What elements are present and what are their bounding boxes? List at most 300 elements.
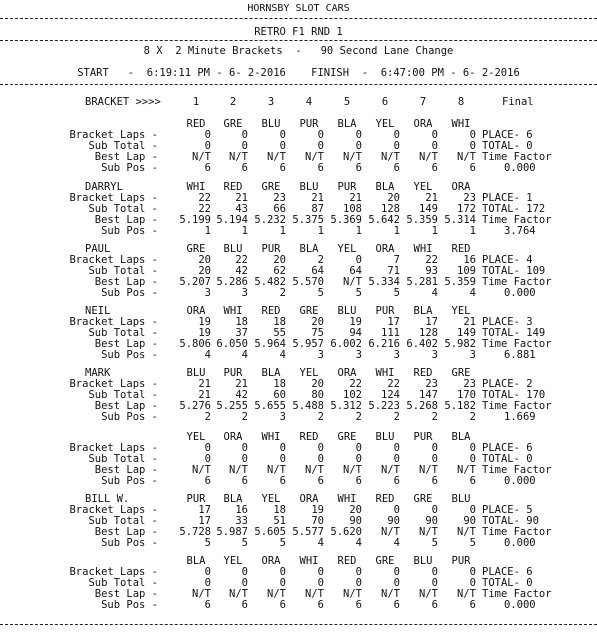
result-cell: 0 — [355, 577, 362, 589]
result-cell: 22 — [198, 192, 211, 204]
lane-color: BLU — [299, 181, 319, 193]
result-cell: 6 — [469, 162, 476, 174]
result-cell: 21 — [425, 192, 438, 204]
row-label-sub-pos: Sub Pos - — [101, 287, 158, 299]
bracket-number: 5 — [343, 96, 351, 108]
lane-color: ORA — [261, 555, 281, 567]
result-cell: 6.050 — [216, 338, 248, 350]
result-cell: 90 — [387, 515, 400, 527]
result-cell: 128 — [419, 327, 438, 339]
lane-color: RED — [186, 118, 206, 130]
result-cell: 0 — [431, 577, 438, 589]
result-cell: 21 — [198, 389, 211, 401]
result-cell: 2 — [355, 411, 362, 423]
result-cell: 170 — [457, 389, 476, 401]
row-label-sub-pos: Sub Pos - — [101, 349, 158, 361]
final-time-factor: 0.000 — [504, 162, 536, 174]
result-cell: 5.223 — [368, 400, 400, 412]
result-cell: 0 — [204, 129, 211, 141]
result-cell: N/T — [457, 526, 476, 538]
final-total: TOTAL- 90 — [482, 515, 539, 527]
row-label-sub-pos: Sub Pos - — [101, 411, 158, 423]
lane-color: YEL — [299, 367, 319, 379]
result-cell: 18 — [273, 316, 286, 328]
result-cell: 0 — [279, 140, 286, 152]
final-time-factor-label: Time Factor — [482, 276, 552, 288]
lane-color: BLA — [186, 555, 206, 567]
result-cell: 0 — [317, 442, 324, 454]
result-cell: 5.982 — [444, 338, 476, 350]
result-cell: 5.276 — [179, 400, 211, 412]
result-cell: 2 — [204, 411, 211, 423]
row-label-best-lap: Best Lap - — [94, 588, 158, 600]
result-cell: N/T — [381, 151, 400, 163]
result-cell: 1 — [393, 225, 400, 237]
result-cell: N/T — [381, 526, 400, 538]
result-cell: 0 — [469, 453, 476, 465]
result-cell: 20 — [198, 254, 211, 266]
result-cell: 5.314 — [444, 214, 476, 226]
result-cell: 42 — [235, 389, 248, 401]
result-cell: 93 — [425, 265, 438, 277]
row-label-sub-total: Sub Total - — [88, 389, 158, 401]
result-cell: 0 — [241, 129, 248, 141]
result-cell: 6 — [204, 162, 211, 174]
result-cell: 6 — [469, 599, 476, 611]
result-cell: 0 — [393, 129, 400, 141]
result-cell: 4 — [393, 537, 400, 549]
lane-color: BLU — [186, 367, 206, 379]
row-label-best-lap: Best Lap - — [94, 214, 158, 226]
result-cell: 6 — [317, 475, 324, 487]
result-cell: 20 — [311, 378, 324, 390]
lane-color: ORA — [299, 493, 319, 505]
result-cell: 5.255 — [216, 400, 248, 412]
result-cell: 17 — [425, 316, 438, 328]
lane-color: RED — [261, 305, 281, 317]
result-cell: N/T — [267, 464, 286, 476]
result-cell: 20 — [349, 504, 362, 516]
result-cell: 6 — [393, 599, 400, 611]
final-time-factor-label: Time Factor — [482, 214, 552, 226]
result-cell: 16 — [235, 504, 248, 516]
result-cell: 0 — [204, 140, 211, 152]
result-cell: 4 — [469, 287, 476, 299]
result-cell: 0 — [393, 504, 400, 516]
result-cell: 0 — [393, 140, 400, 152]
result-cell: 5 — [431, 537, 438, 549]
row-label-bracket-laps: Bracket Laps - — [69, 442, 158, 454]
lane-color: ORA — [337, 367, 357, 379]
result-cell: 6 — [355, 162, 362, 174]
result-cell: N/T — [229, 588, 248, 600]
row-label-best-lap: Best Lap - — [94, 276, 158, 288]
lane-color: BLA — [223, 493, 243, 505]
final-place: PLACE- 6 — [482, 566, 533, 578]
final-total: TOTAL- 0 — [482, 140, 533, 152]
row-label-bracket-laps: Bracket Laps - — [69, 254, 158, 266]
result-cell: 5 — [204, 537, 211, 549]
row-label-bracket-laps: Bracket Laps - — [69, 566, 158, 578]
lane-color: WHI — [451, 118, 471, 130]
result-cell: 128 — [381, 203, 400, 215]
final-time-factor-label: Time Factor — [482, 400, 552, 412]
result-cell: 2 — [317, 254, 324, 266]
result-cell: N/T — [343, 151, 362, 163]
race-format: 8 X 2 Minute Brackets - 90 Second Lane Change — [143, 45, 454, 57]
result-cell: 5.642 — [368, 214, 400, 226]
result-cell: 6 — [393, 162, 400, 174]
lane-color: YEL — [337, 243, 357, 255]
result-cell: 1 — [241, 225, 248, 237]
lane-color: GRE — [223, 118, 243, 130]
lane-color: GRE — [299, 305, 319, 317]
result-cell: 147 — [419, 389, 438, 401]
result-cell: 20 — [311, 316, 324, 328]
result-cell: 21 — [463, 316, 476, 328]
result-cell: 55 — [273, 327, 286, 339]
result-cell: 22 — [198, 203, 211, 215]
result-cell: 2 — [241, 411, 248, 423]
result-cell: 124 — [381, 389, 400, 401]
result-cell: 60 — [273, 389, 286, 401]
start-finish-times: START - 6:19:11 PM - 6- 2-2016 FINISH - 6:47:00 PM - 6- 2-2016 — [77, 67, 520, 79]
final-place: PLACE- 6 — [482, 129, 533, 141]
result-cell: 87 — [311, 203, 324, 215]
row-label-sub-pos: Sub Pos - — [101, 599, 158, 611]
row-label-sub-pos: Sub Pos - — [101, 537, 158, 549]
result-cell: N/T — [305, 151, 324, 163]
event-title: RETRO F1 RND 1 — [254, 26, 343, 38]
result-cell: N/T — [419, 464, 438, 476]
result-cell: 0 — [431, 442, 438, 454]
result-cell: 33 — [235, 515, 248, 527]
final-total: TOTAL- 172 — [482, 203, 546, 215]
row-label-sub-total: Sub Total - — [88, 140, 158, 152]
result-cell: 6 — [317, 162, 324, 174]
divider — [0, 40, 597, 41]
lane-color: BLU — [261, 118, 281, 130]
row-label-sub-total: Sub Total - — [88, 203, 158, 215]
lane-color: RED — [451, 243, 471, 255]
lane-color: RED — [375, 493, 395, 505]
result-cell: 0 — [355, 566, 362, 578]
final-time-factor-label: Time Factor — [482, 151, 552, 163]
row-label-best-lap: Best Lap - — [94, 526, 158, 538]
result-cell: 7 — [393, 254, 400, 266]
result-cell: 0 — [393, 577, 400, 589]
result-cell: 149 — [419, 203, 438, 215]
result-cell: 4 — [355, 537, 362, 549]
result-cell: 5.482 — [254, 276, 286, 288]
result-cell: N/T — [343, 588, 362, 600]
lane-color: RED — [337, 555, 357, 567]
final-total: TOTAL- 0 — [482, 577, 533, 589]
result-cell: 5.570 — [292, 276, 324, 288]
bracket-number: 4 — [305, 96, 313, 108]
result-cell: 0 — [431, 453, 438, 465]
final-time-factor: 0.000 — [504, 537, 536, 549]
result-cell: 6 — [431, 162, 438, 174]
result-cell: N/T — [457, 464, 476, 476]
result-cell: 20 — [273, 254, 286, 266]
result-cell: 5.605 — [254, 526, 286, 538]
result-cell: 6 — [241, 599, 248, 611]
result-cell: 0 — [279, 566, 286, 578]
final-time-factor: 0.000 — [504, 287, 536, 299]
result-cell: 21 — [235, 378, 248, 390]
result-cell: 5.577 — [292, 526, 324, 538]
result-cell: 62 — [273, 265, 286, 277]
lane-color: RED — [299, 431, 319, 443]
result-cell: 5.334 — [368, 276, 400, 288]
final-time-factor-label: Time Factor — [482, 464, 552, 476]
lane-color: YEL — [413, 181, 433, 193]
result-cell: 16 — [463, 254, 476, 266]
bracket-number: 8 — [457, 96, 465, 108]
result-cell: 0 — [393, 442, 400, 454]
result-cell: 6 — [204, 599, 211, 611]
row-label-sub-pos: Sub Pos - — [101, 162, 158, 174]
lane-color: ORA — [223, 431, 243, 443]
final-time-factor-label: Time Factor — [482, 338, 552, 350]
result-cell: 6.002 — [330, 338, 362, 350]
result-cell: 19 — [198, 316, 211, 328]
result-cell: 5.207 — [179, 276, 211, 288]
lane-color: GRE — [451, 367, 471, 379]
lane-color: BLA — [337, 118, 357, 130]
result-cell: 0 — [279, 453, 286, 465]
lane-color: GRE — [337, 431, 357, 443]
result-cell: 3 — [431, 349, 438, 361]
result-cell: 6 — [279, 162, 286, 174]
result-cell: 109 — [457, 265, 476, 277]
row-label-sub-pos: Sub Pos - — [101, 225, 158, 237]
row-label-bracket-laps: Bracket Laps - — [69, 192, 158, 204]
lane-color: WHI — [186, 181, 206, 193]
lane-color: WHI — [337, 493, 357, 505]
result-cell: 5 — [241, 537, 248, 549]
bracket-number: 6 — [381, 96, 389, 108]
result-cell: 5 — [469, 537, 476, 549]
final-place: PLACE- 1 — [482, 192, 533, 204]
result-cell: 2 — [431, 411, 438, 423]
finish-time: 6:47:00 PM - 6- 2-2016 — [380, 67, 520, 79]
row-label-bracket-laps: Bracket Laps - — [69, 504, 158, 516]
result-cell: N/T — [419, 526, 438, 538]
result-cell: 37 — [235, 327, 248, 339]
result-cell: 70 — [311, 515, 324, 527]
result-cell: 22 — [235, 254, 248, 266]
result-cell: 0 — [317, 129, 324, 141]
result-cell: 6 — [279, 475, 286, 487]
result-cell: N/T — [229, 151, 248, 163]
result-cell: 4 — [317, 537, 324, 549]
lane-color: YEL — [223, 555, 243, 567]
divider — [0, 624, 597, 625]
result-cell: 0 — [355, 254, 362, 266]
result-cell: 21 — [349, 192, 362, 204]
result-cell: 5 — [393, 287, 400, 299]
final-place: PLACE- 3 — [482, 316, 533, 328]
row-label-best-lap: Best Lap - — [94, 400, 158, 412]
final-time-factor-label: Time Factor — [482, 588, 552, 600]
result-cell: 5.728 — [179, 526, 211, 538]
result-cell: 5 — [279, 537, 286, 549]
final-time-factor: 0.000 — [504, 475, 536, 487]
final-place: PLACE- 6 — [482, 442, 533, 454]
result-cell: N/T — [419, 151, 438, 163]
result-cell: 0 — [469, 442, 476, 454]
lane-color: PUR — [299, 118, 319, 130]
final-time-factor: 0.000 — [504, 599, 536, 611]
result-cell: 20 — [198, 265, 211, 277]
result-cell: 6 — [279, 599, 286, 611]
result-cell: 0 — [469, 577, 476, 589]
result-cell: 3 — [279, 411, 286, 423]
result-cell: 4 — [204, 349, 211, 361]
result-cell: 90 — [425, 515, 438, 527]
driver-name: BILL W. — [85, 493, 130, 505]
result-cell: 0 — [317, 577, 324, 589]
lane-color: BLU — [375, 431, 395, 443]
result-cell: 17 — [198, 504, 211, 516]
result-cell: 5.194 — [216, 214, 248, 226]
lane-color: WHI — [223, 305, 243, 317]
lane-color: WHI — [375, 367, 395, 379]
result-cell: 5.232 — [254, 214, 286, 226]
lane-color: WHI — [299, 555, 319, 567]
final-time-factor: 6.881 — [504, 349, 536, 361]
lane-color: BLU — [413, 555, 433, 567]
result-cell: 5 — [355, 287, 362, 299]
result-cell: 90 — [463, 515, 476, 527]
result-cell: 0 — [279, 577, 286, 589]
result-cell: 43 — [235, 203, 248, 215]
result-cell: 94 — [349, 327, 362, 339]
result-cell: 17 — [198, 515, 211, 527]
result-cell: 6 — [469, 475, 476, 487]
result-cell: 5.620 — [330, 526, 362, 538]
result-cell: 6 — [431, 475, 438, 487]
result-cell: 21 — [311, 192, 324, 204]
result-cell: 64 — [311, 265, 324, 277]
result-cell: 6 — [393, 475, 400, 487]
driver-name: PAUL — [85, 243, 111, 255]
result-cell: 64 — [349, 265, 362, 277]
lane-color: BLA — [261, 367, 281, 379]
result-cell: N/T — [343, 276, 362, 288]
result-cell: 6 — [317, 599, 324, 611]
result-cell: 5.268 — [406, 400, 438, 412]
result-cell: N/T — [457, 151, 476, 163]
result-cell: 0 — [241, 577, 248, 589]
lane-color: ORA — [375, 243, 395, 255]
final-time-factor: 1.669 — [504, 411, 536, 423]
row-label-bracket-laps: Bracket Laps - — [69, 316, 158, 328]
result-cell: 5.359 — [406, 214, 438, 226]
result-cell: 66 — [273, 203, 286, 215]
result-cell: 80 — [311, 389, 324, 401]
result-cell: 3 — [317, 349, 324, 361]
lane-color: YEL — [451, 305, 471, 317]
result-cell: 0 — [241, 442, 248, 454]
result-cell: 23 — [463, 192, 476, 204]
lane-color: ORA — [186, 305, 206, 317]
row-label-best-lap: Best Lap - — [94, 151, 158, 163]
final-total: TOTAL- 170 — [482, 389, 546, 401]
lane-color: YEL — [186, 431, 206, 443]
result-cell: 4 — [241, 349, 248, 361]
result-cell: 1 — [279, 225, 286, 237]
row-label-sub-total: Sub Total - — [88, 453, 158, 465]
result-cell: 6 — [431, 599, 438, 611]
result-cell: 4 — [431, 287, 438, 299]
result-cell: 0 — [241, 453, 248, 465]
final-time-factor-label: Time Factor — [482, 526, 552, 538]
result-cell: 71 — [387, 265, 400, 277]
lane-color: BLU — [451, 493, 471, 505]
lane-color: BLA — [451, 431, 471, 443]
result-cell: 5.281 — [406, 276, 438, 288]
driver-name: MARK — [85, 367, 111, 379]
result-cell: 6 — [355, 599, 362, 611]
result-cell: 22 — [425, 254, 438, 266]
lane-color: PUR — [375, 305, 395, 317]
lane-color: RED — [413, 367, 433, 379]
result-cell: 102 — [343, 389, 362, 401]
result-cell: 111 — [381, 327, 400, 339]
lane-color: PUR — [261, 243, 281, 255]
result-cell: 0 — [431, 504, 438, 516]
result-cell: 18 — [235, 316, 248, 328]
result-cell: 0 — [469, 566, 476, 578]
final-total: TOTAL- 109 — [482, 265, 546, 277]
result-cell: 22 — [387, 378, 400, 390]
result-cell: 0 — [393, 566, 400, 578]
lane-color: ORA — [413, 118, 433, 130]
result-cell: 0 — [204, 442, 211, 454]
bracket-number: 1 — [192, 96, 200, 108]
final-place: PLACE- 4 — [482, 254, 533, 266]
result-cell: 2 — [317, 411, 324, 423]
lane-color: PUR — [186, 493, 206, 505]
result-cell: 0 — [279, 442, 286, 454]
result-cell: 5.957 — [292, 338, 324, 350]
result-cell: N/T — [381, 464, 400, 476]
row-label-sub-pos: Sub Pos - — [101, 475, 158, 487]
result-cell: 2 — [393, 411, 400, 423]
result-cell: 5.964 — [254, 338, 286, 350]
result-cell: 21 — [235, 192, 248, 204]
result-cell: 2 — [469, 411, 476, 423]
result-cell: N/T — [419, 588, 438, 600]
result-cell: 0 — [469, 504, 476, 516]
result-cell: 0 — [241, 140, 248, 152]
lane-color: GRE — [261, 181, 281, 193]
result-cell: 42 — [235, 265, 248, 277]
result-cell: 18 — [273, 504, 286, 516]
final-header: Final — [502, 96, 534, 108]
start-time: 6:19:11 PM - 6- 2-2016 — [146, 67, 286, 79]
result-cell: 1 — [204, 225, 211, 237]
lane-color: WHI — [413, 243, 433, 255]
result-cell: 23 — [463, 378, 476, 390]
result-cell: 0 — [469, 140, 476, 152]
result-cell: 0 — [431, 129, 438, 141]
result-cell: 0 — [393, 453, 400, 465]
result-cell: 5.806 — [179, 338, 211, 350]
